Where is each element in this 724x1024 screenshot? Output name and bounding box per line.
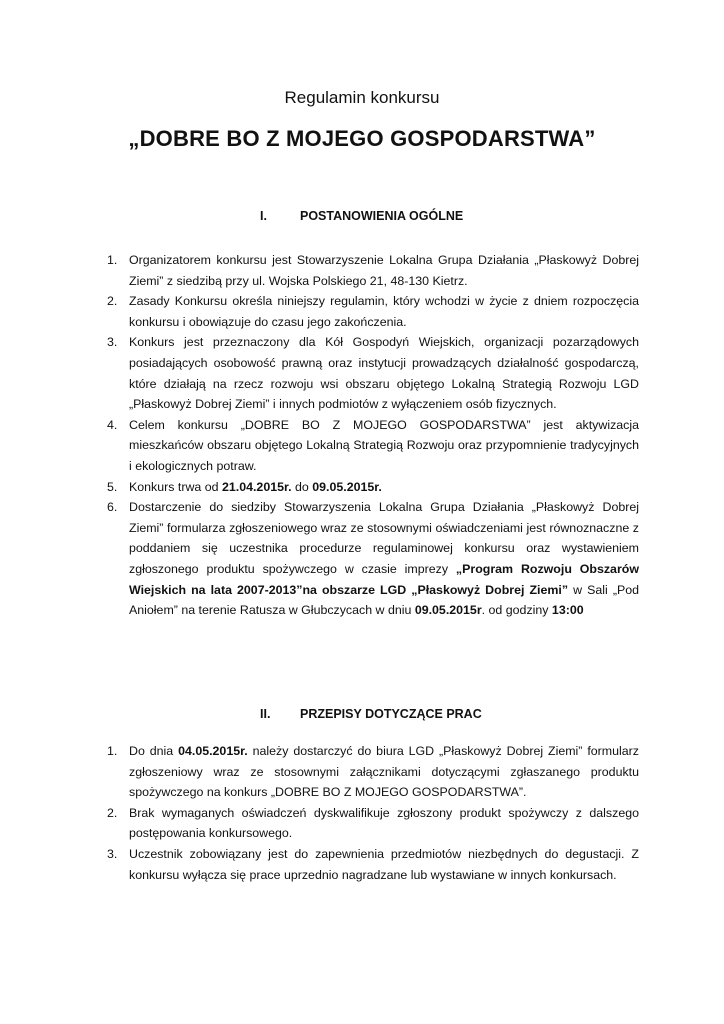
general-provisions-list — [107, 250, 639, 621]
section-number: II. — [260, 707, 271, 721]
submission-deadline: 04.05.2015r. — [178, 744, 248, 758]
list-item — [107, 415, 639, 477]
event-name: „Program Rozwoju Obszarów Wiejskich na lata 2007-2013”na obszarze LGD „Płaskowyż Dobrej Ziemi” — [129, 561, 639, 597]
list-item — [107, 497, 639, 621]
list-item — [107, 803, 639, 844]
list-item — [107, 844, 639, 885]
list-item — [107, 250, 639, 291]
event-date: 09.05.2015r — [414, 603, 482, 618]
list-item-text: Konkurs jest przeznaczony dla Kół Gospodyń Wiejskich, organizacji pozarządowych posiadających osobowość prawną oraz instytucji prowadzących działalność gospodarczą, które działają na rzecz rozwoju wsi obszaru objętego Lokalną Strategią Rozwoju LGD „Płaskowyż Dobrej Ziemi” i innych podmiotów z wyłączeniem osób fizycznych. — [129, 335, 639, 412]
document-subtitle: Regulamin konkursu — [284, 88, 440, 107]
list-item-text-prefix: Do dnia — [129, 744, 179, 758]
list-marker: 1. — [107, 253, 118, 267]
list-marker: 2. — [107, 805, 118, 820]
list-marker: 2. — [107, 294, 118, 309]
list-item-text: Uczestnik zobowiązany jest do zapewnienia przedmiotów niezbędnych do degustacji. Z konkursu wyłącza się prace uprzednio nagradzane lub wystawiane w innych konkursach. — [129, 846, 639, 882]
list-marker: 5. — [107, 479, 118, 494]
list-item-text: Organizatorem konkursu jest Stowarzyszenie Lokalna Grupa Działania „Płaskowyż Dobrej Ziemi” z siedzibą przy ul. Wojska Polskiego 21, 48-130 Kietrz. — [129, 253, 639, 288]
list-item-text-middle: do — [291, 479, 313, 494]
section-title: PRZEPISY DOTYCZĄCE PRAC — [300, 707, 482, 721]
list-item-text: Brak wymaganych oświadczeń dyskwalifikuje zgłoszony produkt spożywczy z dalszego postępowania konkursowego. — [129, 805, 639, 841]
list-item — [107, 332, 639, 414]
list-item-text: Dostarczenie do siedziby Stowarzyszenia Lokalna Grupa Działania „Płaskowyż Dobrej Ziemi” formularza zgłoszeniowego wraz ze stosownymi oświadczeniami jest równoznaczne z poddaniem się uczestnika procedurze regulaminowej konkursu oraz wystawieniem zgłoszonego produktu spożywczego w czasie imprezy — [129, 500, 639, 576]
list-marker: 1. — [107, 744, 118, 758]
list-item-text: w Sali „Pod Aniołem” na terenie Ratusza w Głubczycach w dniu — [129, 582, 639, 618]
list-item-text: Celem konkursu „DOBRE BO Z MOJEGO GOSPODARSTWA” jest aktywizacja mieszkańców obszaru objętego Lokalną Strategią Rozwoju oraz przypomnienie tradycyjnych i ekologicznych potraw. — [129, 417, 639, 473]
section-title: POSTANOWIENIA OGÓLNE — [300, 209, 464, 223]
list-item-text: . od godziny — [481, 603, 552, 618]
list-item — [107, 291, 639, 332]
list-item-text-prefix: Konkurs trwa od — [129, 479, 222, 494]
contest-end-date: 09.05.2015r. — [312, 479, 382, 494]
list-marker: 3. — [107, 335, 118, 350]
work-rules-list — [107, 741, 639, 885]
list-marker: 4. — [107, 417, 118, 432]
list-item-text: należy dostarczyć do biura LGD „Płaskowyż Dobrej Ziemi” formularz zgłoszeniowy wraz ze stosownymi załącznikami dotyczącymi zgłaszanego produktu spożywczego na konkurs „DOBRE BO Z MOJEGO GOSPODARSTWA”. — [129, 744, 639, 800]
contest-start-date: 21.04.2015r. — [221, 479, 292, 494]
document-title: „DOBRE BO Z MOJEGO GOSPODARSTWA” — [128, 126, 596, 151]
list-item — [107, 477, 639, 498]
section-number: I. — [260, 209, 267, 223]
list-marker: 3. — [107, 846, 118, 861]
list-item — [107, 741, 639, 803]
event-time: 13:00 — [551, 603, 584, 618]
list-item-text: Zasady Konkursu określa niniejszy regulamin, który wchodzi w życie z dniem rozpoczęcia konkursu i obowiązuje do czasu jego zakończenia. — [129, 294, 639, 329]
list-marker: 6. — [107, 500, 118, 515]
